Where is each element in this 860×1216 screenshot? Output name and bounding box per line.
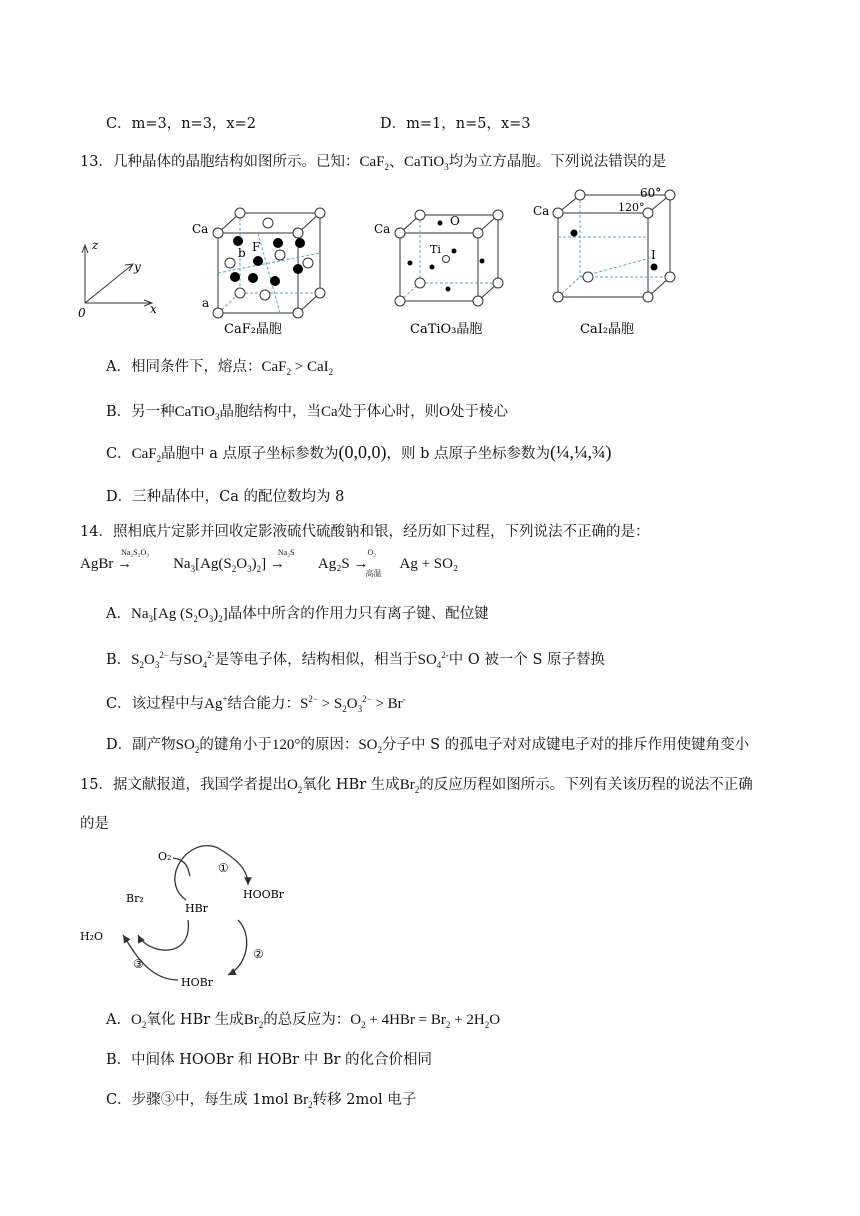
option-12c: C．m=3，n=3，x=2 — [106, 116, 256, 132]
crystal-cells-figure — [70, 185, 680, 345]
option-13a: A．相同条件下，熔点：CaF$_2$ > CaI$_2$ — [106, 359, 334, 377]
option-13d: D．三种晶体中，Ca 的配位数均为 8 — [106, 489, 345, 505]
hobr-label: HOBr — [181, 976, 213, 989]
cai2-angle120-label: 120° — [618, 201, 645, 214]
question-14-stem: 14．照相底片定影并回收定影液硫代硫酸钠和银，经历如下过程，下列说法不正确的是： — [80, 524, 650, 540]
step3-label: ③ — [133, 957, 144, 971]
cai2-ca-label: Ca — [533, 204, 550, 218]
catio3-ca-label: Ca — [374, 222, 391, 236]
cai2-angle60-label: 60° — [640, 186, 662, 200]
catio3-caption: CaTiO₃晶胞 — [410, 322, 483, 337]
hbr-label: HBr — [185, 902, 208, 915]
axis-z-label: z — [92, 238, 99, 252]
axis-origin-label: 0 — [78, 306, 86, 320]
cai2-i-label: I — [651, 248, 656, 262]
option-14d: D．副产物$SO_2$的键角小于120°的原因：$SO_2$分子中 S 的孤电子对对成键电子对的排斥作用使键角变小 — [106, 737, 750, 755]
caf2-f-label: F — [252, 240, 261, 254]
axis-y-label: y — [134, 260, 141, 274]
caf2-caption: CaF₂晶胞 — [224, 322, 282, 337]
axes-icon — [82, 245, 152, 306]
catio3-o-label: O — [450, 214, 460, 228]
caf2-b-label: b — [238, 246, 246, 260]
option-14c: C．该过程中与Ag+结合能力：$S^{2-} > S_2O_3^{2-} > Br^-$ — [106, 694, 406, 714]
option-13b: B．另一种CaTiO$_3$晶胞结构中，当Ca处于体心时，则O处于棱心 — [106, 404, 508, 422]
hoobr-label: HOOBr — [243, 888, 284, 901]
option-15b: B．中间体 HOOBr 和 HOBr 中 Br 的化合价相同 — [106, 1052, 433, 1068]
caf2-a-label: a — [202, 296, 210, 310]
reaction-cycle-figure — [78, 840, 308, 990]
option-15c: C．步骤③中，每生成 1mol $Br_2$转移 2mol 电子 — [106, 1092, 417, 1110]
catio3-ti-label: Ti — [430, 243, 441, 256]
cai2-cell — [558, 195, 670, 297]
h2o-label: H₂O — [80, 930, 104, 943]
reaction-chain: AgBr Na₂S₂O₃ → $Na_3[Ag(S_2O_3)_2]$ Na₂S →Ag₂S O₂ → 高温 Ag + SO₂ — [80, 548, 459, 578]
question-15-stem: 15．据文献报道，我国学者提出$O_2$氧化 HBr 生成$Br_2$的反应历程如图所示。下列有关该历程的说法不正确 — [80, 777, 753, 795]
option-14b: B．$S_2O_3^{2-}$与$SO_4^{2-}$是等电子体，结构相似，相当于$SO_4^{2-}$中 O 被一个 S 原子替换 — [106, 650, 606, 670]
step2-label: ② — [253, 947, 264, 961]
question-13-stem: 13．几种晶体的晶胞结构如图所示。已知：CaF$_2$、CaTiO$_3$均为立方晶胞。下列说法错误的是 — [80, 154, 667, 172]
o2-label: O₂ — [158, 850, 172, 863]
cai2-caption: CaI₂晶胞 — [580, 322, 635, 337]
caf2-ca-label: Ca — [192, 222, 209, 236]
option-15a: A．$O_2$氧化 HBr 生成$Br_2$的总反应为：$O_2 + 4HBr = Br_2 + 2H_2O$ — [106, 1012, 501, 1030]
option-12d: D．m=1，n=5，x=3 — [380, 116, 531, 132]
br2-label: Br₂ — [126, 892, 144, 905]
step1-label: ① — [218, 861, 229, 875]
option-14a: A．$Na_3[Ag$ $(S_2O_3)_2$]晶体中所含的作用力只有离子键、配位键 — [106, 606, 489, 624]
option-13c: C．CaF$_2$晶胞中 a 点原子坐标参数为(0,0,0)，则 b 点原子坐标参数为(¼,¼,¾) — [106, 442, 612, 464]
question-15-stem-cont: 的是 — [80, 816, 109, 832]
axis-x-label: x — [150, 302, 157, 316]
